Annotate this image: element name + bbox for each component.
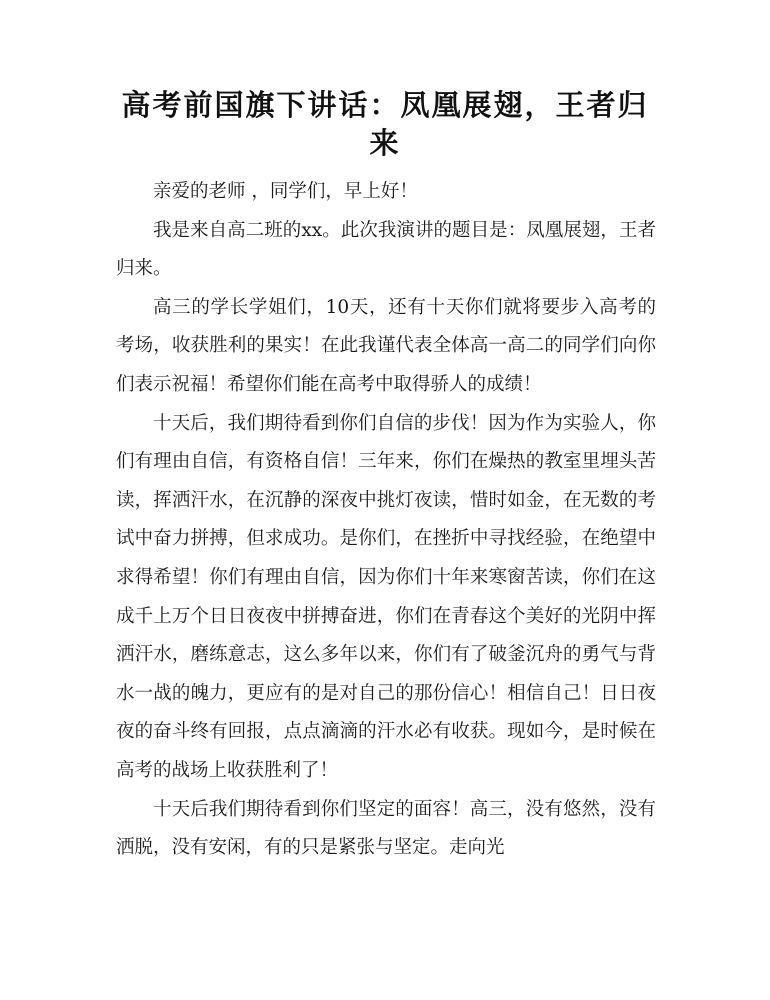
paragraph-introduction: 我是来自高二班的xx。此次我演讲的题目是：凤凰展翅，王者归来。: [116, 219, 656, 280]
document-title: 高考前国旗下讲话：凤凰展翅，王者归来: [121, 88, 649, 160]
document-body: [116, 173, 656, 868]
paragraph-greeting: 亲爱的老师 ，同学们，早上好！: [153, 181, 418, 202]
paragraph-confidence: 十天后，我们期待看到你们自信的步伐！因为作为实验人，你们有理由自信，有资格自信！三年来，你们在燥热的教室里埋头苦读，挥洒汗水，在沉静的深夜中挑灯夜读，惜时如金，在无数的考试中奋力拼搏，但求成功。是你们，在挫折中寻找经验，在绝望中求得希望！你们有理由自信，因为你们十年来寒窗苦读，你们在这成千上万个日日夜夜中拼搏奋进，你们在青春这个美好的光阴中挥洒汗水，磨练意志，这么多年以来，你们有了破釜沉舟的勇气与背水一战的魄力，更应有的是对自己的那份信心！相信自己！日日夜夜的奋斗终有回报，点点滴滴的汗水必有收获。现如今，是时候在高考的战场上收获胜利了！: [116, 412, 656, 781]
paragraph-determination: 十天后我们期待看到你们坚定的面容！高三，没有悠然，没有洒脱，没有安闲，有的只是紧张与坚定。走向光: [116, 798, 656, 859]
paragraph-blessing: 高三的学长学姐们，10天，还有十天你们就将要步入高考的考场，收获胜利的果实！在此我谨代表全体高一高二的同学们向你们表示祝福！希望你们能在高考中取得骄人的成绩！: [116, 296, 656, 395]
